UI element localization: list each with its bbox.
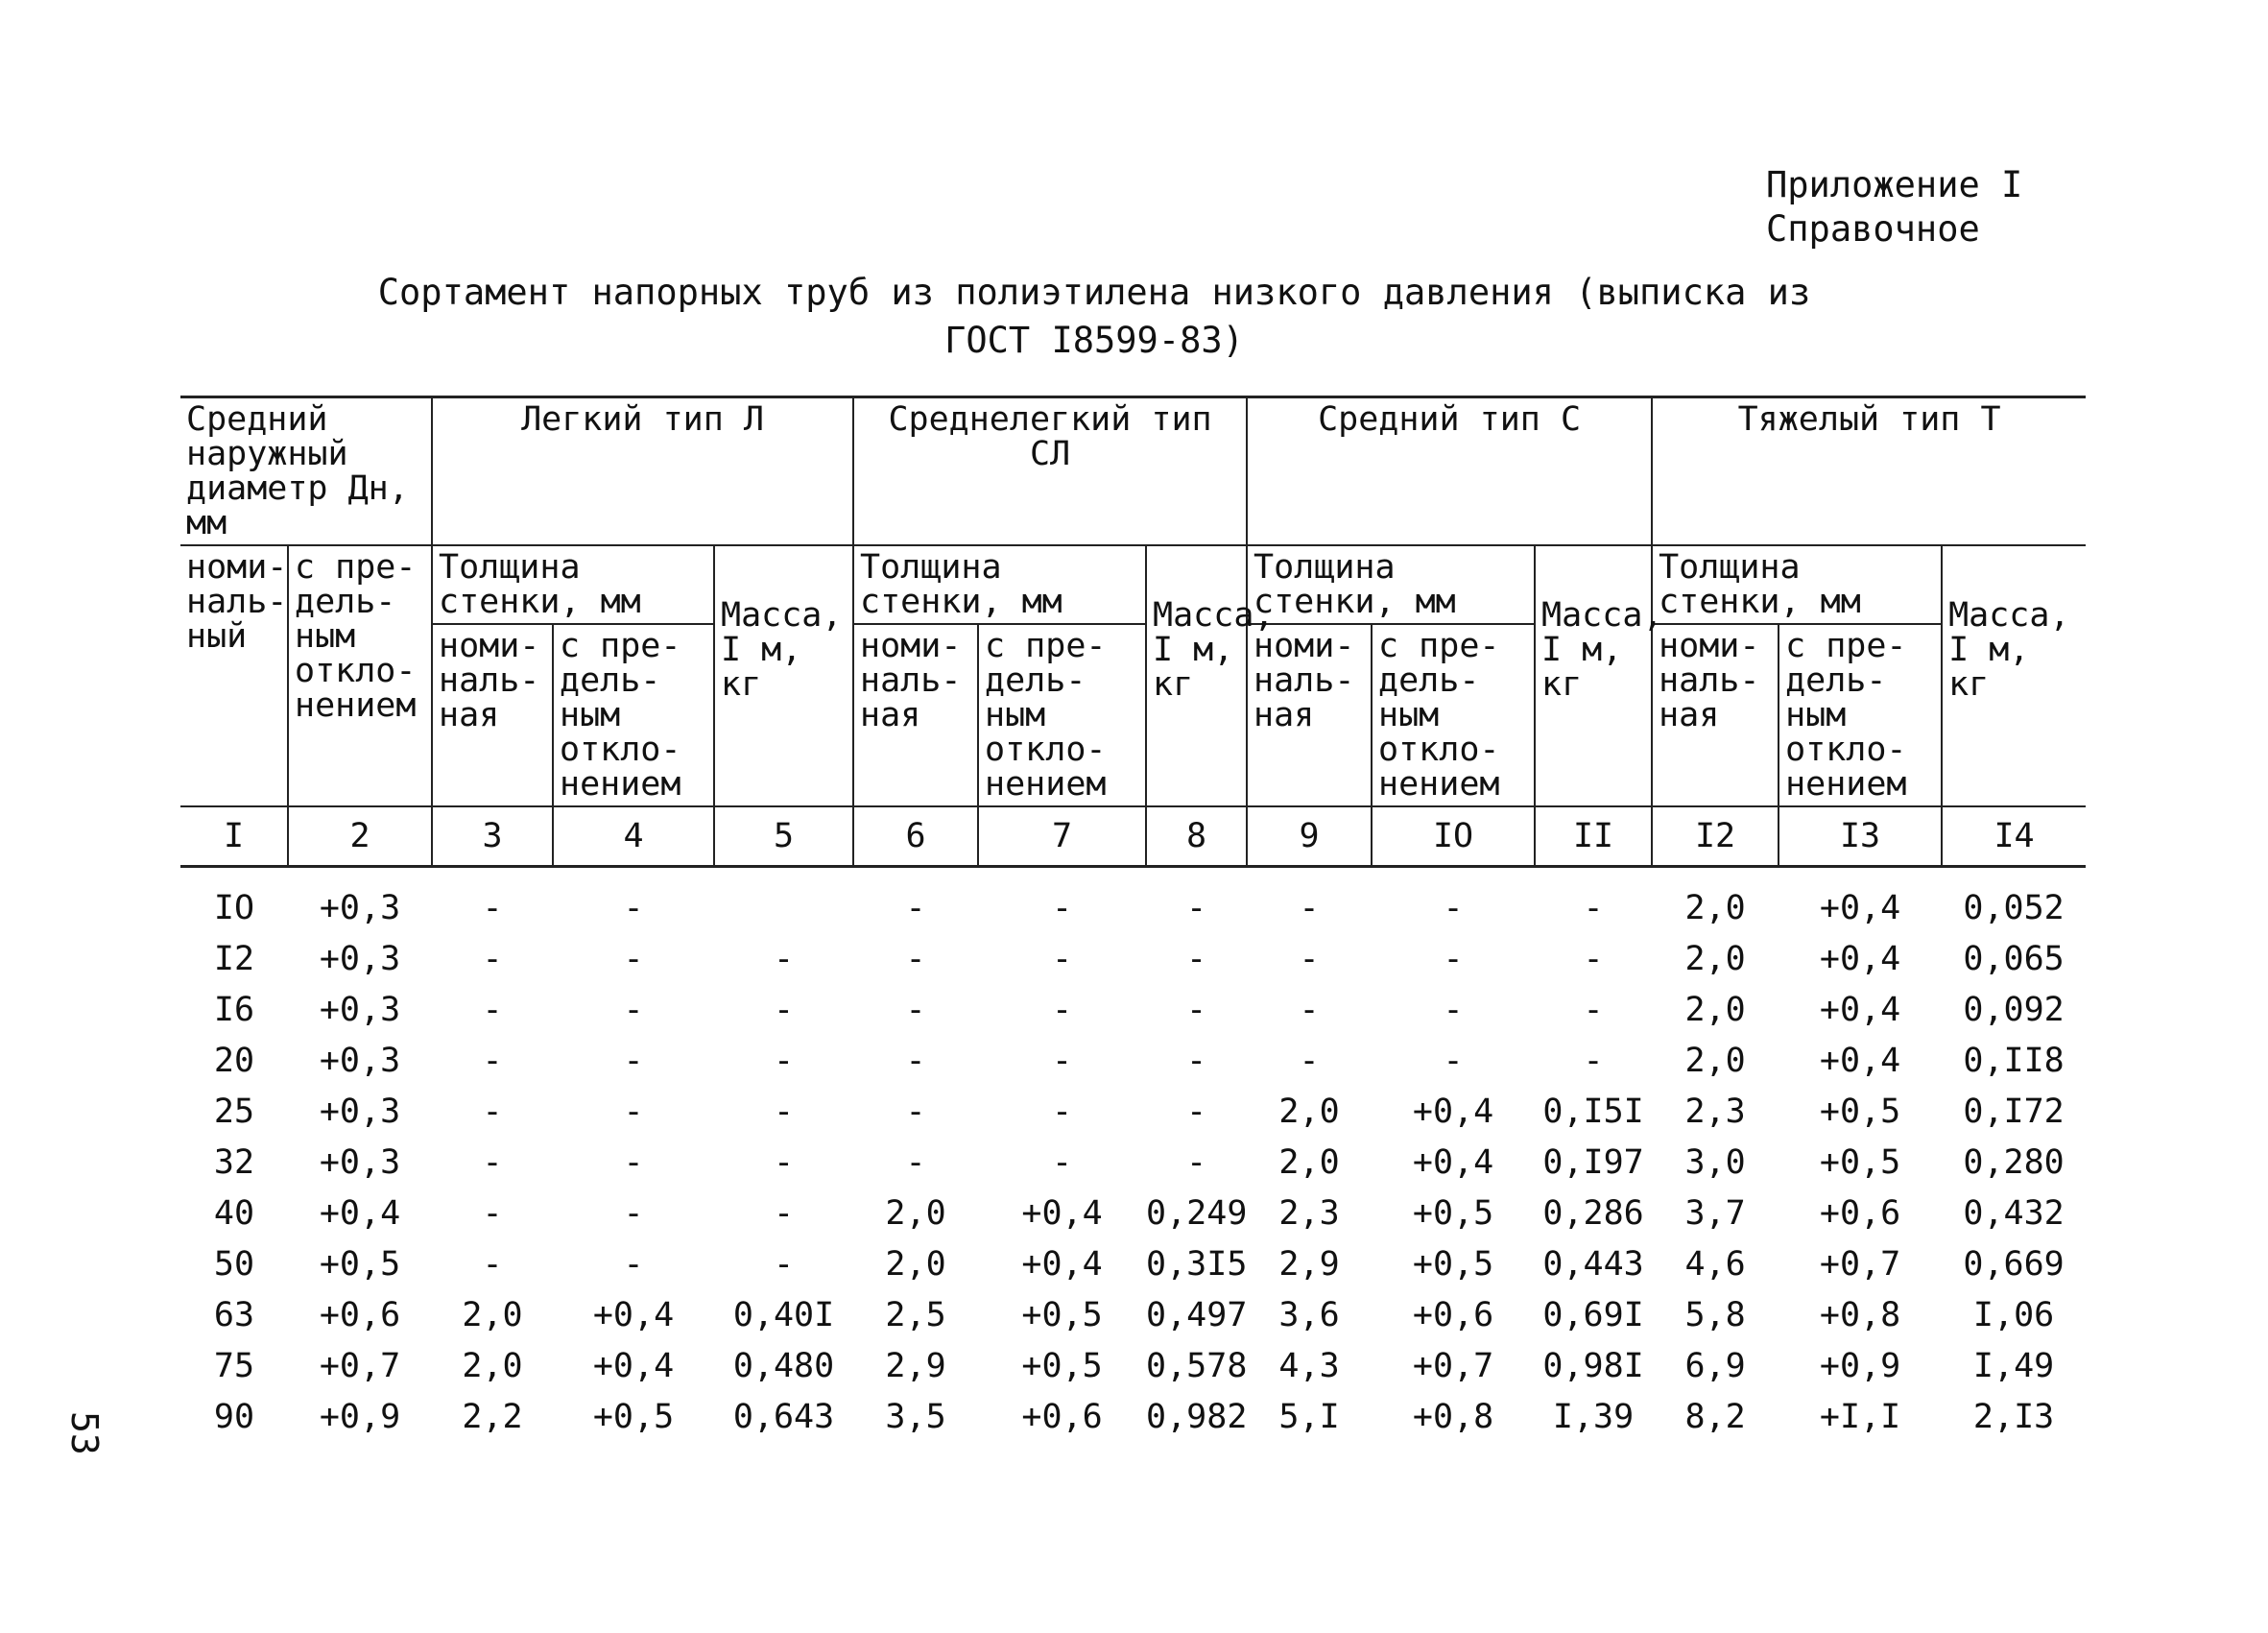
table-cell: -	[623, 1245, 644, 1284]
table-cell: 6,9	[1684, 1347, 1746, 1385]
title-line-1: Сортамент напорных труб из полиэтилена низкого давления (выписка из	[377, 272, 1811, 313]
table-cell: -	[623, 940, 644, 978]
table-cell: +0,4	[1412, 1143, 1494, 1182]
column-number: I3	[1779, 806, 1942, 867]
table-cell: 0,69I	[1542, 1296, 1644, 1334]
table-cell: +0,5	[1819, 1143, 1901, 1182]
table-cell: -	[1185, 1143, 1207, 1182]
table-cell: -	[1185, 940, 1207, 978]
table-cell: -	[773, 1194, 795, 1233]
table-body	[180, 867, 2086, 1444]
table-cell: -	[1051, 1042, 1073, 1080]
table-cell: 0,280	[1963, 1143, 2065, 1182]
table-cell: -	[623, 1042, 644, 1080]
table-cell: 0,982	[1146, 1398, 1248, 1436]
table-cell: 0,443	[1542, 1245, 1644, 1284]
table-cell: -	[905, 1093, 926, 1131]
header-medium-type: Средний тип С	[1247, 397, 1652, 546]
table-row	[180, 1138, 2086, 1189]
table-cell: -	[482, 1042, 503, 1080]
header-heavy-type: Тяжелый тип Т	[1652, 397, 2086, 546]
table-cell: 2,0	[462, 1296, 523, 1334]
table-cell: +0,4	[1412, 1093, 1494, 1131]
table-cell: +0,3	[319, 1093, 401, 1131]
header-diameter: Средний наружный диаметр Дн, мм	[180, 397, 432, 546]
table-cell: +0,6	[1412, 1296, 1494, 1334]
table-cell: -	[623, 1143, 644, 1182]
table-cell: -	[482, 1194, 503, 1233]
table-cell: -	[482, 1093, 503, 1131]
table-cell: +0,9	[1819, 1347, 1901, 1385]
table-cell: -	[1185, 1042, 1207, 1080]
table-cell: 2,9	[1278, 1245, 1340, 1284]
table-cell: -	[773, 1245, 795, 1284]
table-cell: -	[482, 991, 503, 1029]
table-cell: -	[1299, 940, 1320, 978]
table-cell: 0,286	[1542, 1194, 1644, 1233]
table-cell: -	[773, 1143, 795, 1182]
table-cell: +0,5	[319, 1245, 401, 1284]
column-number: 2	[288, 806, 432, 867]
table-cell: -	[1443, 940, 1464, 978]
table-cell: 0,578	[1146, 1347, 1248, 1385]
table-cell: -	[623, 1194, 644, 1233]
table-cell: 3,5	[885, 1398, 946, 1436]
pipe-table-container	[180, 396, 2086, 1443]
table-cell: +0,4	[1819, 991, 1901, 1029]
table-cell: 2,3	[1684, 1093, 1746, 1131]
page-number: 53	[63, 1411, 106, 1455]
table-cell: 0,092	[1963, 991, 2065, 1029]
table-cell: 32	[213, 1143, 255, 1182]
header-medium-mass: Масса, I м, кг	[1535, 545, 1652, 806]
table-cell: 0,I5I	[1542, 1093, 1644, 1131]
table-cell: -	[773, 1042, 795, 1080]
table-cell: +0,5	[1021, 1347, 1103, 1385]
table-cell: +0,7	[319, 1347, 401, 1385]
table-cell: +0,4	[1819, 940, 1901, 978]
table-cell: +0,5	[1412, 1194, 1494, 1233]
header-medium-thickness: Толщина стенки, мм	[1247, 545, 1535, 624]
header-medium-deviation: с пре-дель-ным откло-нением	[1372, 624, 1535, 806]
table-cell: -	[773, 940, 795, 978]
table-cell: -	[773, 1093, 795, 1131]
table-cell: -	[905, 1143, 926, 1182]
table-cell: 2,0	[1684, 940, 1746, 978]
table-cell: +0,3	[319, 940, 401, 978]
header-medium-light-type: Среднелегкий тип СЛ	[853, 397, 1247, 546]
column-number: 7	[978, 806, 1146, 867]
table-cell: 8,2	[1684, 1398, 1746, 1436]
table-cell: -	[623, 889, 644, 927]
table-cell: 20	[213, 1042, 255, 1080]
header-light-nominal: номи-наль-ная	[432, 624, 553, 806]
table-cell: -	[1051, 940, 1073, 978]
table-cell: -	[1583, 889, 1604, 927]
header-light-deviation: с пре-дель-ным откло-нением	[553, 624, 714, 806]
table-cell: -	[1185, 1093, 1207, 1131]
table-row	[180, 1341, 2086, 1392]
header-medium-light-nominal: номи-наль-ная	[853, 624, 978, 806]
table-cell: +0,6	[1021, 1398, 1103, 1436]
column-number: IO	[1372, 806, 1535, 867]
table-cell: 0,497	[1146, 1296, 1248, 1334]
table-cell: +0,5	[1819, 1093, 1901, 1131]
table-cell: -	[1051, 991, 1073, 1029]
table-row	[180, 1036, 2086, 1087]
table-cell: -	[1443, 889, 1464, 927]
header-heavy-thickness: Толщина стенки, мм	[1652, 545, 1942, 624]
header-light-thickness: Толщина стенки, мм	[432, 545, 714, 624]
header-medium-light-mass: Масса, I м, кг	[1146, 545, 1247, 806]
table-cell: 0,480	[732, 1347, 835, 1385]
table-cell: +0,3	[319, 1143, 401, 1182]
table-cell: 2,0	[1684, 1042, 1746, 1080]
table-cell: -	[1443, 991, 1464, 1029]
table-cell: +0,4	[1819, 1042, 1901, 1080]
table-cell: -	[1443, 1042, 1464, 1080]
table-cell: +0,3	[319, 991, 401, 1029]
header-medium-light-deviation: с пре-дель-ным откло-нением	[978, 624, 1146, 806]
table-cell: +0,5	[1412, 1245, 1494, 1284]
table-cell: 0,669	[1963, 1245, 2065, 1284]
table-cell: +0,4	[1021, 1245, 1103, 1284]
column-number: 6	[853, 806, 978, 867]
table-cell: I6	[213, 991, 255, 1029]
table-cell: -	[1051, 889, 1073, 927]
table-cell: 0,40I	[732, 1296, 835, 1334]
table-cell: 2,0	[885, 1194, 946, 1233]
table-cell: +0,3	[319, 889, 401, 927]
table-cell: 3,7	[1684, 1194, 1746, 1233]
table-cell: +0,8	[1412, 1398, 1494, 1436]
table-cell: -	[1583, 940, 1604, 978]
header-diameter-deviation: с пре-дель-ным откло-нением	[288, 545, 432, 806]
table-cell: +0,8	[1819, 1296, 1901, 1334]
table-cell: 2,I3	[1972, 1398, 2055, 1436]
table-cell: -	[482, 889, 503, 927]
column-number: II	[1535, 806, 1652, 867]
column-number: 5	[714, 806, 853, 867]
table-cell: 2,0	[462, 1347, 523, 1385]
table-row	[180, 985, 2086, 1036]
header-medium-nominal: номи-наль-ная	[1247, 624, 1372, 806]
pipe-assortment-table	[180, 396, 2086, 1443]
table-cell: 3,0	[1684, 1143, 1746, 1182]
column-number: I4	[1942, 806, 2086, 867]
table-cell: -	[905, 889, 926, 927]
table-cell: +0,9	[319, 1398, 401, 1436]
table-cell: 2,0	[1278, 1093, 1340, 1131]
table-cell: 75	[213, 1347, 255, 1385]
table-cell: -	[1583, 1042, 1604, 1080]
table-row	[180, 934, 2086, 985]
table-cell: +0,6	[319, 1296, 401, 1334]
table-cell: 0,643	[732, 1398, 835, 1436]
header-medium-light-thickness: Толщина стенки, мм	[853, 545, 1146, 624]
column-number: 9	[1247, 806, 1372, 867]
table-cell: -	[1299, 991, 1320, 1029]
table-cell: -	[1051, 1093, 1073, 1131]
table-cell: +0,5	[1021, 1296, 1103, 1334]
table-cell: -	[1583, 991, 1604, 1029]
table-row	[180, 1189, 2086, 1239]
table-cell: 40	[213, 1194, 255, 1233]
table-cell: 63	[213, 1296, 255, 1334]
table-cell: 4,6	[1684, 1245, 1746, 1284]
table-cell: I,06	[1972, 1296, 2055, 1334]
table-cell: -	[905, 991, 926, 1029]
table-cell: +0,7	[1412, 1347, 1494, 1385]
table-cell: -	[1185, 991, 1207, 1029]
table-cell: 2,0	[1278, 1143, 1340, 1182]
table-cell: I,39	[1552, 1398, 1635, 1436]
table-cell: 5,I	[1278, 1398, 1340, 1436]
table-cell: 0,II8	[1963, 1042, 2065, 1080]
table-cell: +0,3	[319, 1042, 401, 1080]
column-number: 8	[1146, 806, 1247, 867]
column-number: 3	[432, 806, 553, 867]
table-cell: +0,4	[1021, 1194, 1103, 1233]
header-light-type: Легкий тип Л	[432, 397, 853, 546]
table-cell: -	[482, 1143, 503, 1182]
table-cell: IO	[213, 889, 255, 927]
table-cell: 3,6	[1278, 1296, 1340, 1334]
annex-number: Приложение I	[1766, 164, 2023, 205]
column-number: I	[180, 806, 288, 867]
table-cell: -	[773, 991, 795, 1029]
table-cell: -	[623, 991, 644, 1029]
table-cell: -	[1185, 889, 1207, 927]
table-cell: 0,249	[1146, 1194, 1248, 1233]
column-number: I2	[1652, 806, 1779, 867]
header-light-mass: Масса, I м, кг	[714, 545, 853, 806]
table-cell: 4,3	[1278, 1347, 1340, 1385]
table-cell: +0,4	[1819, 889, 1901, 927]
title-line-2: ГОСТ I8599-83)	[944, 320, 1244, 361]
table-cell: 50	[213, 1245, 255, 1284]
table-cell: 2,5	[885, 1296, 946, 1334]
table-cell: 0,I97	[1542, 1143, 1644, 1182]
column-number-row	[180, 806, 2086, 867]
table-cell: 2,3	[1278, 1194, 1340, 1233]
table-cell: -	[905, 940, 926, 978]
table-cell: 90	[213, 1398, 255, 1436]
column-number: 4	[553, 806, 714, 867]
table-cell: +0,4	[319, 1194, 401, 1233]
table-cell: +0,4	[592, 1296, 675, 1334]
annex-type: Справочное	[1766, 208, 1980, 250]
table-cell: 2,0	[1684, 991, 1746, 1029]
table-cell: I,49	[1972, 1347, 2055, 1385]
table-cell: +0,4	[592, 1347, 675, 1385]
header-heavy-deviation: с пре-дель-ным откло-нением	[1779, 624, 1942, 806]
table-row	[180, 867, 2086, 935]
table-row	[180, 1087, 2086, 1138]
table-cell: -	[1299, 889, 1320, 927]
header-heavy-nominal: номи-наль-ная	[1652, 624, 1779, 806]
table-row	[180, 1239, 2086, 1290]
table-cell: 0,3I5	[1146, 1245, 1248, 1284]
table-cell: 5,8	[1684, 1296, 1746, 1334]
table-cell: 0,065	[1963, 940, 2065, 978]
table-cell: I2	[213, 940, 255, 978]
table-cell: +I,I	[1819, 1398, 1901, 1436]
table-cell: 2,0	[885, 1245, 946, 1284]
document-title	[288, 269, 1900, 365]
table-cell: -	[1299, 1042, 1320, 1080]
table-cell: 25	[213, 1093, 255, 1131]
table-row	[180, 1290, 2086, 1341]
table-row	[180, 1392, 2086, 1443]
table-cell: 2,2	[462, 1398, 523, 1436]
table-cell: -	[482, 940, 503, 978]
table-cell: -	[482, 1245, 503, 1284]
table-cell: -	[905, 1042, 926, 1080]
header-heavy-mass: Масса, I м, кг	[1942, 545, 2086, 806]
header-diameter-nominal: номи-наль-ный	[180, 545, 288, 806]
table-cell: 2,9	[885, 1347, 946, 1385]
table-cell	[714, 867, 853, 935]
table-cell: +0,6	[1819, 1194, 1901, 1233]
table-cell: +0,5	[592, 1398, 675, 1436]
table-cell: -	[623, 1093, 644, 1131]
table-cell: 0,432	[1963, 1194, 2065, 1233]
table-cell: 0,I72	[1963, 1093, 2065, 1131]
table-cell: 2,0	[1684, 889, 1746, 927]
annex-label	[1766, 163, 2022, 252]
table-cell: 0,98I	[1542, 1347, 1644, 1385]
table-cell: +0,7	[1819, 1245, 1901, 1284]
table-cell: -	[1051, 1143, 1073, 1182]
table-cell: 0,052	[1963, 889, 2065, 927]
